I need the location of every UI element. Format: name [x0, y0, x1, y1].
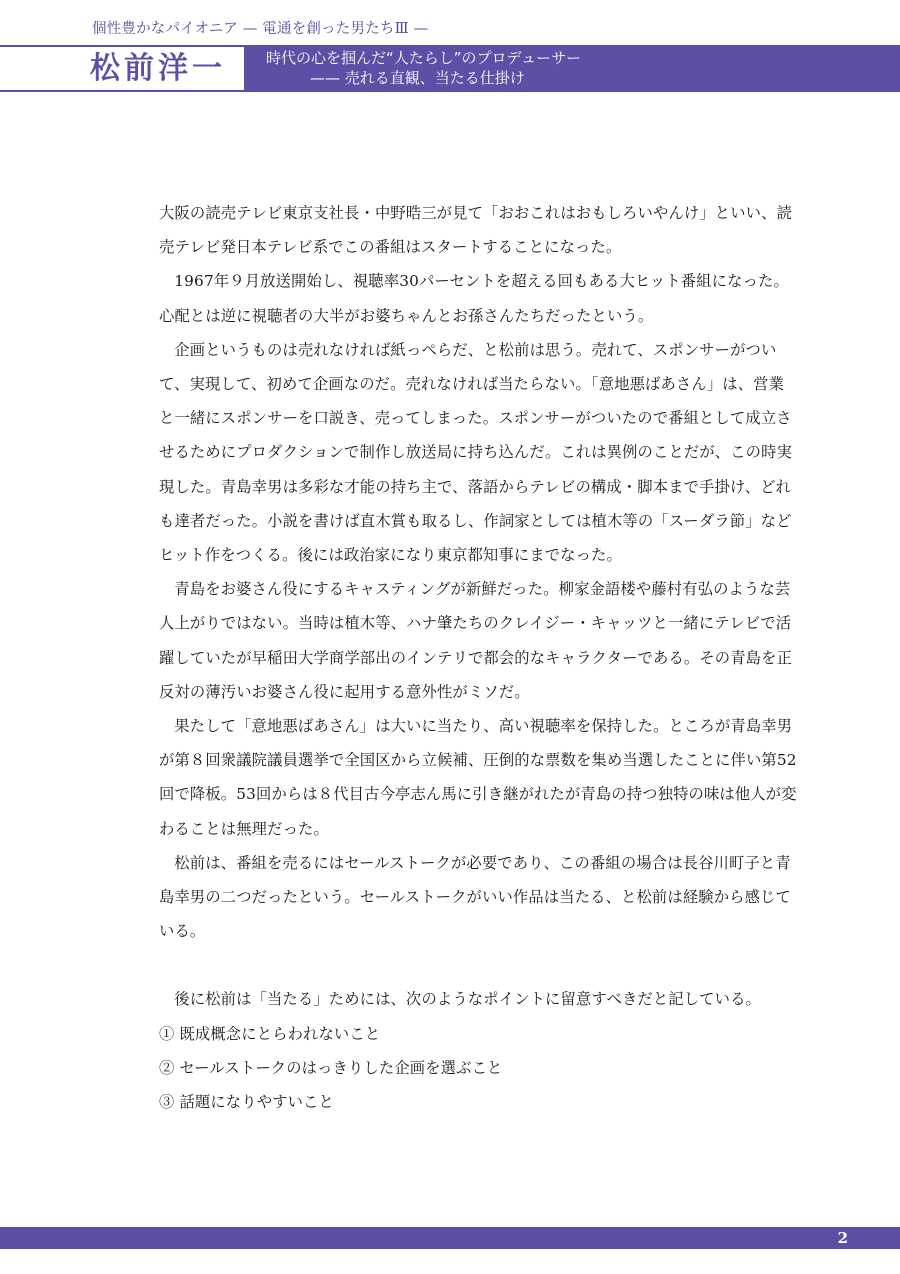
article-subtitle: [266, 48, 866, 88]
paragraph: 青島をお婆さん役にするキャスティングが新鮮だった。柳家金語楼や藤村有弘のような芸人上がりではない。当時は植木等、ハナ肇たちのクレイジー・キャッツと一緒にテレビで活躍していたが早稲田大学商学部出のインテリで都会的なキャラクターである。その青島を正反対の薄汚いお婆さん役に起用する意外性がミソだ。: [159, 580, 793, 701]
list-item: ③ 話題になりやすいこと: [159, 1093, 334, 1112]
list-item: ② セールストークのはっきりした企画を選ぶこと: [159, 1058, 503, 1077]
page-number: 2: [837, 1229, 848, 1247]
list-item: ① 既成概念にとらわれないこと: [159, 1024, 381, 1043]
paragraph-gap: [159, 948, 799, 982]
paragraph: 企画というものは売れなければ紙っぺらだ、と松前は思う。売れて、スポンサーがついて、実現して、初めて企画なのだ。売れなければ当たらない。「意地悪ばあさん」は、営業と一緒にスポンサーを口説き、売ってしまった。スポンサーがついたので番組として成立させるためにプロダクションで制作し放送局に持ち込んだ。これは異例のことだが、この時実現した。青島幸男は多彩な才能の持ち主で、落語からテレビの構成・脚本まで手掛け、どれも達者だった。小説を書けば直木賞も取るし、作詞家としては植木等の「スーダラ節」などヒット作をつくる。後には政治家になり東京都知事にまでなった。: [159, 340, 793, 565]
person-name: 松前洋一: [90, 51, 226, 86]
subtitle-line-1: 時代の心を掴んだ“人たらし”のプロデューサー: [266, 49, 582, 67]
paragraph: 松前は、番組を売るにはセールストークが必要であり、この番組の場合は長谷川町子と青島幸男の二つだったという。セールストークがいい作品は当たる、と松前は経験から感じている。: [159, 853, 791, 941]
paragraph: 1967年９月放送開始し、視聴率30パーセントを超える回もある大ヒット番組になった。心配とは逆に視聴者の大半がお婆ちゃんとお孫さんたちだったという。: [159, 272, 789, 325]
article-body: [159, 196, 799, 1119]
points-intro: 後に松前は「当たる」ためには、次のようなポイントに留意すべきだと記している。: [174, 990, 761, 1009]
paragraph: 果たして「意地悪ばあさん」は大いに当たり、高い視聴率を保持した。ところが青島幸男が第８回衆議院議員選挙で全国区から立候補、圧倒的な票数を集め当選したことに伴い第52回で降板。53回からは８代目古今亭志ん馬に引き継がれたが青島の持つ独特の味は他人が変わることは無理だった。: [159, 717, 797, 838]
paragraph: 大阪の読売テレビ東京支社長・中野晧三が見て「おおこれはおもしろいやんけ」といい、読売テレビ発日本テレビ系でこの番組はスタートすることになった。: [159, 204, 793, 257]
series-title: 個性豊かなパイオニア — 電通を創った男たちⅢ —: [92, 21, 429, 37]
subtitle-line-2: —— 売れる直観、当たる仕掛け: [310, 69, 525, 87]
footer-band: [0, 1227, 900, 1249]
